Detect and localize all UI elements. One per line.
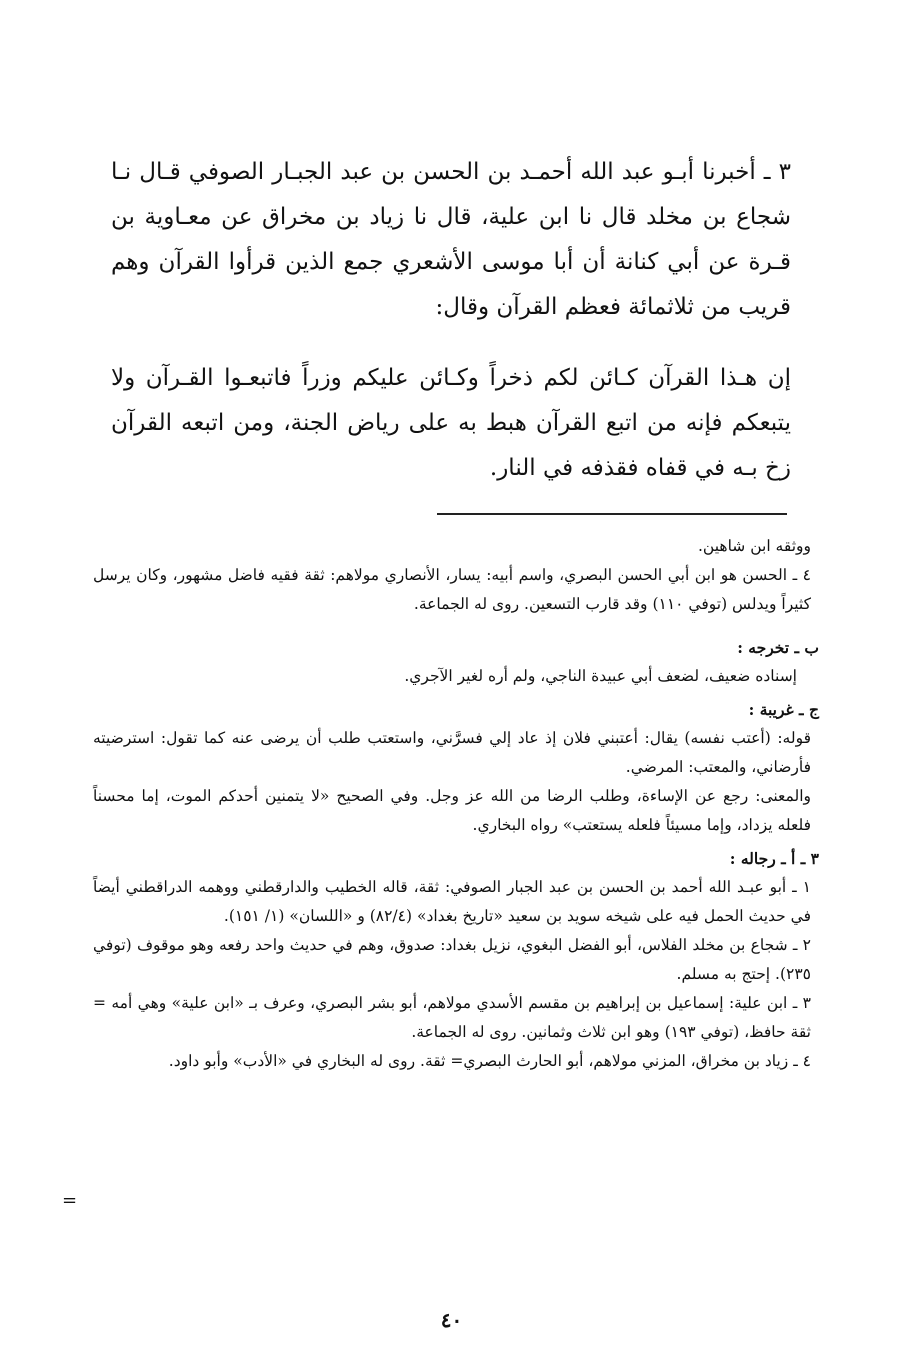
section-heading-gharib: ج ـ غريبة : — [748, 700, 819, 719]
narrator-entry-3: ٣ ـ ابن علية: إسماعيل بن إبراهيم بن مقسم الأسدي مولاهم، أبو بشر البصري، وعرف بـ «ابن علية» وهي أمه = ثقة حافظ، (توفي ١٩٣) وهو ابن ثلاث وثمانين. روى له الجماعة. — [93, 994, 811, 1041]
narrator-entry-4: ٤ ـ زياد بن مخراق، المزني مولاهم، أبو الحارث البصري= ثقة. روى له البخاري في «الأدب» وأبو داود. — [168, 1052, 811, 1070]
takhrij-text: إسناده ضعيف، لضعف أبي عبيدة الناجي، ولم أره لغير الآجري. — [404, 667, 797, 685]
narrator-entry-1: ١ ـ أبو عبـد الله أحمد بن الحسن بن عبد الجبار الصوفي: ثقة، قاله الخطيب والدارقطني ووهمه الدراقطني أيضاً في حديث الحمل فيه على شيخه سويد بن سعيد «تاريخ بغداد» (٨٢/٤) و «اللسان» (١/ ١٥١). — [93, 878, 811, 925]
footnote-divider — [437, 513, 787, 515]
gharib-text-1: قوله: (أعتب نفسه) يقال: أعتبني فلان إذ عاد إلي فسرَّني، واستعتب طلب أن يرضى عنه كما تقول: استرضيته فأرضاني، والمعتب: المرضي. — [93, 729, 811, 776]
continuation-mark: = — [62, 1190, 78, 1211]
section-heading-rijal: ٣ ـ أ ـ رجاله : — [729, 849, 819, 868]
footnote-continuation: ووثقه ابن شاهين. — [698, 537, 811, 555]
narrator-entry-2: ٢ ـ شجاع بن مخلد الفلاس، أبو الفضل البغوي، نزيل بغداد: صدوق، وهم في حديث واحد رفعه وهو موقوف (توفي ٢٣٥). إحتج به مسلم. — [93, 936, 811, 983]
hadith-quote: إن هـذا القرآن كـائن لكم ذخراً وكـائن عليكم وزراً فاتبعـوا القـرآن ولا يتبعكم فإنه من اتبع القرآن هبط به على رياض الجنة، ومن اتبعه القرآن زخ بـه في قفاه فقذفه في النار. — [111, 365, 791, 481]
footnote-hasan: ٤ ـ الحسن هو ابن أبي الحسن البصري، واسم أبيه: يسار، الأنصاري مولاهم: ثقة فقيه فاضل مشهور، وكان يرسل كثيراً ويدلس (توفي ١١٠) وقد قارب التسعين. روى له الجماعة. — [93, 566, 811, 613]
footnotes — [93, 532, 819, 1076]
section-heading-takhrij: ب ـ تخرجه : — [737, 638, 819, 657]
gharib-text-2: والمعنى: رجع عن الإساءة، وطلب الرضا من الله عز وجل. وفي الصحيح «لا يتمنين أحدكم الموت، إما محسناً فلعله يزداد، وإما مسيئاً فلعله يستعتب» رواه البخاري. — [93, 787, 811, 834]
page-number: ٤٠ — [440, 1308, 463, 1332]
main-text — [111, 150, 791, 491]
hadith-narration: ٣ ـ أخبرنا أبـو عبد الله أحمـد بن الحسن بن عبد الجبـار الصوفي قـال نـا شجاع بن مخلد قال نا ابن علية، قال نا زياد بن مخراق عن معـاوية بن قـرة عن أبي كنانة أن أبا موسى الأشعري جمع الذين قرأوا القرآن وهم قريب من ثلاثمائة فعظم القرآن وقال: — [111, 159, 791, 320]
